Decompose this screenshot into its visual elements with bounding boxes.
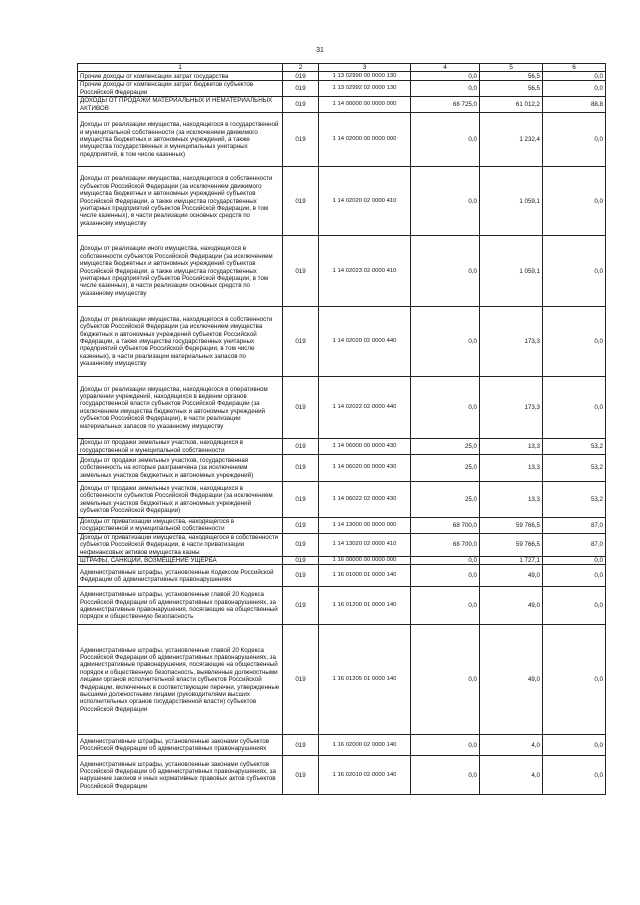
execution-percent: 0,0 (543, 565, 606, 587)
table-row (78, 587, 606, 625)
actual-amount: 1 059,1 (480, 167, 543, 236)
budget-classification-code: 1 14 06020 00 0000 430 (319, 455, 411, 482)
table-row (78, 455, 606, 482)
table-row (78, 81, 606, 97)
actual-amount: 13,3 (480, 439, 543, 455)
admin-code: 019 (283, 735, 319, 756)
budget-classification-code: 1 14 13020 02 0000 410 (319, 533, 411, 556)
execution-percent: 88,8 (543, 97, 606, 113)
plan-amount: 0,0 (411, 625, 480, 735)
column-number-row (78, 64, 606, 72)
column-number: 1 (78, 64, 283, 72)
column-number: 3 (319, 64, 411, 72)
execution-percent: 0,0 (543, 236, 606, 307)
table-row (78, 533, 606, 556)
table-row (78, 482, 606, 518)
item-name: Административные штрафы, установленные главой 20 Кодекса Российской Федерации об административных правонарушениях, за административные правонарушения, посягающие на общественный порядок и общественную безопасность, выявленные должностными лицами органов исполнительной власти субъектов Российской Федерации, включенных в соответствующие перечни, утвержденные высшими должностными лицами (руководителями высших исполнительных органов государственной власти) субъектов Российской Федерации (78, 625, 283, 735)
budget-classification-code: 1 16 01200 01 0000 140 (319, 587, 411, 625)
execution-percent: 0,0 (543, 72, 606, 81)
execution-percent: 0,0 (543, 113, 606, 167)
admin-code: 019 (283, 439, 319, 455)
budget-classification-code: 1 14 06022 02 0000 430 (319, 482, 411, 518)
plan-amount: 68 700,0 (411, 533, 480, 556)
plan-amount: 0,0 (411, 735, 480, 756)
actual-amount: 49,0 (480, 587, 543, 625)
actual-amount: 1 727,1 (480, 557, 543, 565)
item-name: Доходы от реализации имущества, находящегося в государственной и муниципальной собственности (за исключением движимого имущества бюджетных и автономных учреждений, а также имущества государственных и муниципальных унитарных предприятий, в том числе казенных) (78, 113, 283, 167)
admin-code: 019 (283, 565, 319, 587)
item-name: Доходы от реализации имущества, находящегося в собственности субъектов Российской Федерации (за исключением движимого имущества бюджетных и автономных учреждений субъектов Российской Федерации, а также имущества государственных унитарных предприятий субъектов Российской Федерации, в том числе казенных), в части реализации основных средств по указанному имуществу (78, 167, 283, 236)
execution-percent: 53,2 (543, 482, 606, 518)
execution-percent: 0,0 (543, 756, 606, 795)
plan-amount: 0,0 (411, 307, 480, 377)
table-row (78, 557, 606, 565)
actual-amount: 173,3 (480, 307, 543, 377)
page-number: 31 (316, 47, 324, 54)
execution-percent: 0,0 (543, 557, 606, 565)
table-row (78, 377, 606, 439)
item-name: Доходы от продажи земельных участков, находящихся в собственности субъектов Российской Федерации (за исключением земельных участков бюджетных и автономных учреждений субъектов Российской Федерации) (78, 482, 283, 518)
actual-amount: 4,0 (480, 756, 543, 795)
item-name: Доходы от продажи земельных участков, государственная собственность на которые разграничена (за исключением земельных участков бюджетных и автономных учреждений) (78, 455, 283, 482)
plan-amount: 0,0 (411, 756, 480, 795)
plan-amount: 0,0 (411, 113, 480, 167)
table-row (78, 97, 606, 113)
table-row (78, 72, 606, 81)
execution-percent: 87,0 (543, 533, 606, 556)
table-row (78, 167, 606, 236)
actual-amount: 13,3 (480, 455, 543, 482)
budget-classification-code: 1 16 01205 01 0000 140 (319, 625, 411, 735)
actual-amount: 59 766,5 (480, 518, 543, 534)
table-row (78, 518, 606, 534)
actual-amount: 173,3 (480, 377, 543, 439)
admin-code: 019 (283, 167, 319, 236)
admin-code: 019 (283, 307, 319, 377)
plan-amount: 0,0 (411, 72, 480, 81)
admin-code: 019 (283, 482, 319, 518)
item-name: Административные штрафы, установленные законами субъектов Российской Федерации об административных правонарушениях, за нарушение законов и иных нормативных правовых актов субъектов Российской Федерации (78, 756, 283, 795)
plan-amount: 25,0 (411, 455, 480, 482)
admin-code: 019 (283, 81, 319, 97)
budget-classification-code: 1 13 02990 00 0000 130 (319, 72, 411, 81)
item-name: Доходы от продажи земельных участков, находящихся в государственной и муниципальной собственности (78, 439, 283, 455)
actual-amount: 13,3 (480, 482, 543, 518)
execution-percent: 53,2 (543, 455, 606, 482)
item-name: Прочие доходы от компенсации затрат бюджетов субъектов Российской Федерации (78, 81, 283, 97)
plan-amount: 68 725,0 (411, 97, 480, 113)
table-row (78, 439, 606, 455)
budget-classification-code: 1 16 02010 02 0000 140 (319, 756, 411, 795)
admin-code: 019 (283, 518, 319, 534)
item-name: Доходы от приватизации имущества, находящегося в государственной и муниципальной собственности (78, 518, 283, 534)
plan-amount: 0,0 (411, 587, 480, 625)
column-number: 6 (543, 64, 606, 72)
budget-classification-code: 1 14 02020 02 0000 410 (319, 167, 411, 236)
budget-classification-code: 1 13 02992 02 0000 130 (319, 81, 411, 97)
item-name: Административные штрафы, установленные Кодексом Российской Федерации об административных правонарушениях (78, 565, 283, 587)
execution-percent: 0,0 (543, 587, 606, 625)
item-name: Доходы от реализации имущества, находящегося в собственности субъектов Российской Федерации (за исключением имущества бюджетных и автономных учреждений субъектов Российской Федерации, а также имущества государственных унитарных предприятий субъектов Российской Федерации, в том числе казенных), в части реализации материальных запасов по указанному имуществу (78, 307, 283, 377)
execution-percent: 0,0 (543, 735, 606, 756)
plan-amount: 0,0 (411, 557, 480, 565)
budget-classification-code: 1 16 00000 00 0000 000 (319, 557, 411, 565)
execution-percent: 0,0 (543, 81, 606, 97)
item-name: Доходы от реализации иного имущества, находящегося в собственности субъектов Российской Федерации (за исключением имущества бюджетных и автономных учреждений субъектов Российской Федерации, а также имущества государственных унитарных предприятий субъектов Российской Федерации, в том числе казенных), в части реализации основных средств по указанному имуществу (78, 236, 283, 307)
admin-code: 019 (283, 113, 319, 167)
budget-classification-code: 1 16 01000 01 0000 140 (319, 565, 411, 587)
column-number: 5 (480, 64, 543, 72)
actual-amount: 49,0 (480, 625, 543, 735)
budget-classification-code: 1 14 13000 00 0000 000 (319, 518, 411, 534)
admin-code: 019 (283, 625, 319, 735)
plan-amount: 0,0 (411, 236, 480, 307)
plan-amount: 0,0 (411, 167, 480, 236)
budget-classification-code: 1 14 06000 00 0000 430 (319, 439, 411, 455)
actual-amount: 56,5 (480, 72, 543, 81)
admin-code: 019 (283, 455, 319, 482)
execution-percent: 0,0 (543, 625, 606, 735)
admin-code: 019 (283, 756, 319, 795)
revenue-table (77, 63, 606, 795)
plan-amount: 25,0 (411, 439, 480, 455)
column-number: 4 (411, 64, 480, 72)
budget-classification-code: 1 14 02023 02 0000 410 (319, 236, 411, 307)
budget-classification-code: 1 14 02000 00 0000 000 (319, 113, 411, 167)
execution-percent: 87,0 (543, 518, 606, 534)
table-row (78, 756, 606, 795)
actual-amount: 49,0 (480, 565, 543, 587)
plan-amount: 0,0 (411, 377, 480, 439)
admin-code: 019 (283, 533, 319, 556)
execution-percent: 0,0 (543, 377, 606, 439)
admin-code: 019 (283, 557, 319, 565)
budget-classification-code: 1 14 00000 00 0000 000 (319, 97, 411, 113)
plan-amount: 0,0 (411, 565, 480, 587)
admin-code: 019 (283, 72, 319, 81)
admin-code: 019 (283, 97, 319, 113)
execution-percent: 0,0 (543, 307, 606, 377)
admin-code: 019 (283, 587, 319, 625)
execution-percent: 0,0 (543, 167, 606, 236)
table-row (78, 113, 606, 167)
admin-code: 019 (283, 236, 319, 307)
item-name: Административные штрафы, установленные законами субъектов Российской Федерации об административных правонарушениях (78, 735, 283, 756)
execution-percent: 53,2 (543, 439, 606, 455)
plan-amount: 68 700,0 (411, 518, 480, 534)
item-name: Доходы от приватизации имущества, находящегося в собственности субъектов Российской Федерации, в части приватизации нефинансовых активов имущества казны (78, 533, 283, 556)
actual-amount: 1 059,1 (480, 236, 543, 307)
plan-amount: 25,0 (411, 482, 480, 518)
item-name: Прочие доходы от компенсации затрат государства (78, 72, 283, 81)
table-row (78, 307, 606, 377)
actual-amount: 59 766,5 (480, 533, 543, 556)
budget-classification-code: 1 14 02022 02 0000 440 (319, 377, 411, 439)
table-row (78, 625, 606, 735)
item-name: Административные штрафы, установленные главой 20 Кодекса Российской Федерации об административных правонарушениях, за административные правонарушения, посягающие на общественный порядок и общественную безопасность (78, 587, 283, 625)
item-name: ШТРАФЫ, САНКЦИИ, ВОЗМЕЩЕНИЕ УЩЕРБА (78, 557, 283, 565)
actual-amount: 1 232,4 (480, 113, 543, 167)
budget-classification-code: 1 16 02000 02 0000 140 (319, 735, 411, 756)
item-name: ДОХОДЫ ОТ ПРОДАЖИ МАТЕРИАЛЬНЫХ И НЕМАТЕРИАЛЬНЫХ АКТИВОВ (78, 97, 283, 113)
actual-amount: 4,0 (480, 735, 543, 756)
actual-amount: 61 012,2 (480, 97, 543, 113)
budget-classification-code: 1 14 02020 02 0000 440 (319, 307, 411, 377)
admin-code: 019 (283, 377, 319, 439)
table-row (78, 236, 606, 307)
actual-amount: 56,5 (480, 81, 543, 97)
table-row (78, 735, 606, 756)
table-row (78, 565, 606, 587)
item-name: Доходы от реализации имущества, находящегося в оперативном управлении учреждений, находящихся в ведении органов государственной власти субъектов Российской Федерации (за исключением имущества бюджетных и автономных учреждений субъектов Российской Федерации), в части реализации материальных запасов по указанному имуществу (78, 377, 283, 439)
column-number: 2 (283, 64, 319, 72)
plan-amount: 0,0 (411, 81, 480, 97)
